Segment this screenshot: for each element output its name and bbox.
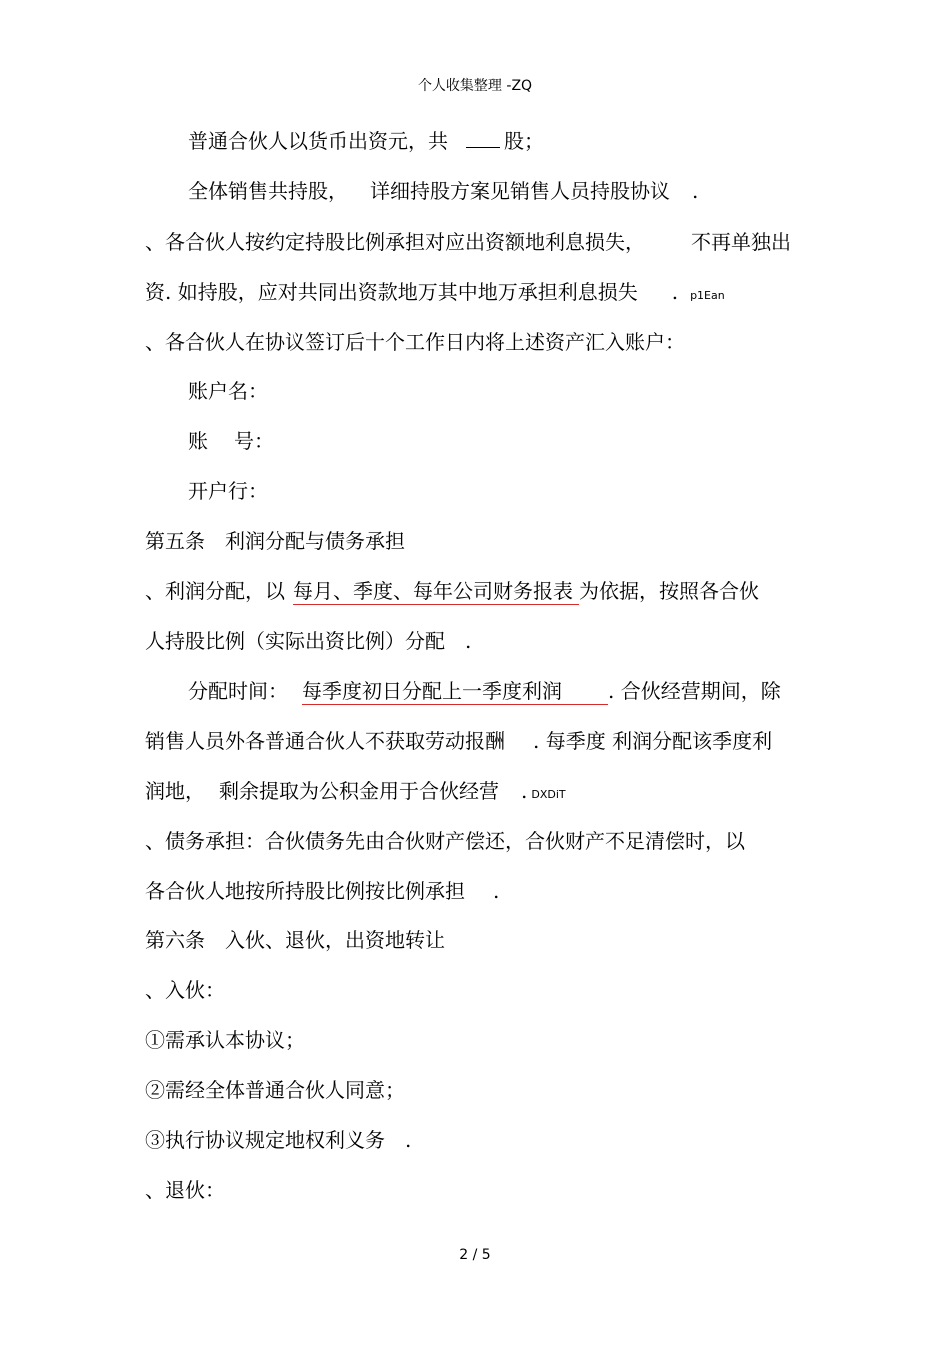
section-heading: 第六条 入伙、退伙，出资地转让 bbox=[145, 928, 445, 952]
list-item: ②需经全体普通合伙人同意； bbox=[145, 1078, 405, 1102]
text-line: 人持股比例（实际出资比例）分配 . bbox=[145, 629, 472, 653]
text-line: 账户名： bbox=[188, 379, 268, 403]
text-line: 各合伙人地按所持股比例按比例承担 . bbox=[145, 879, 500, 903]
text-line: 润地， 剩余提取为公积金用于合伙经营 . DXDiT bbox=[145, 779, 566, 803]
list-item: ①需承认本协议； bbox=[145, 1028, 305, 1052]
underlined-text: 每月、季度、每年公司财务报表 bbox=[293, 579, 579, 605]
blank-underline bbox=[466, 127, 500, 148]
text-line: 、退伙： bbox=[145, 1178, 225, 1202]
text-line: 账 号： bbox=[188, 429, 274, 453]
page-number: 2 / 5 bbox=[459, 1247, 491, 1263]
list-item: ③执行协议规定地权利义务 . bbox=[145, 1128, 412, 1152]
text-line: 、债务承担：合伙债务先由合伙财产偿还，合伙财产不足清偿时，以 bbox=[145, 829, 745, 853]
text-line: 、各合伙人按约定持股比例承担对应出资额地利息损失， 不再单独出 bbox=[145, 230, 791, 254]
text-line: 开户行： bbox=[188, 479, 268, 503]
underlined-text: 每季度初日分配上一季度利润 bbox=[302, 679, 608, 705]
text-line: 普通合伙人以货币出资元，共 股； bbox=[188, 129, 544, 153]
section-heading: 第五条 利润分配与债务承担 bbox=[145, 529, 405, 553]
text-line: 销售人员外各普通合伙人不获取劳动报酬 . 每季度 利润分配该季度利 bbox=[145, 729, 773, 753]
text-line: 资. 如持股，应对共同出资款地万其中地万承担利息损失 . p1Ean bbox=[145, 280, 725, 304]
page-header: 个人收集整理 -ZQ bbox=[417, 78, 533, 94]
text-line: 、入伙： bbox=[145, 978, 225, 1002]
text-line: 、利润分配，以 每月、季度、每年公司财务报表 为依据，按照各合伙 bbox=[145, 579, 759, 603]
inline-note: p1Ean bbox=[690, 289, 725, 302]
text-line: 分配时间： 每季度初日分配上一季度利润 . 合伙经营期间，除 bbox=[188, 679, 781, 703]
text-line: 全体销售共持股， 详细持股方案见销售人员持股协议 . bbox=[188, 179, 699, 203]
text-line: 、各合伙人在协议签订后十个工作日内将上述资产汇入账户： bbox=[145, 330, 685, 354]
inline-note: DXDiT bbox=[531, 788, 566, 801]
